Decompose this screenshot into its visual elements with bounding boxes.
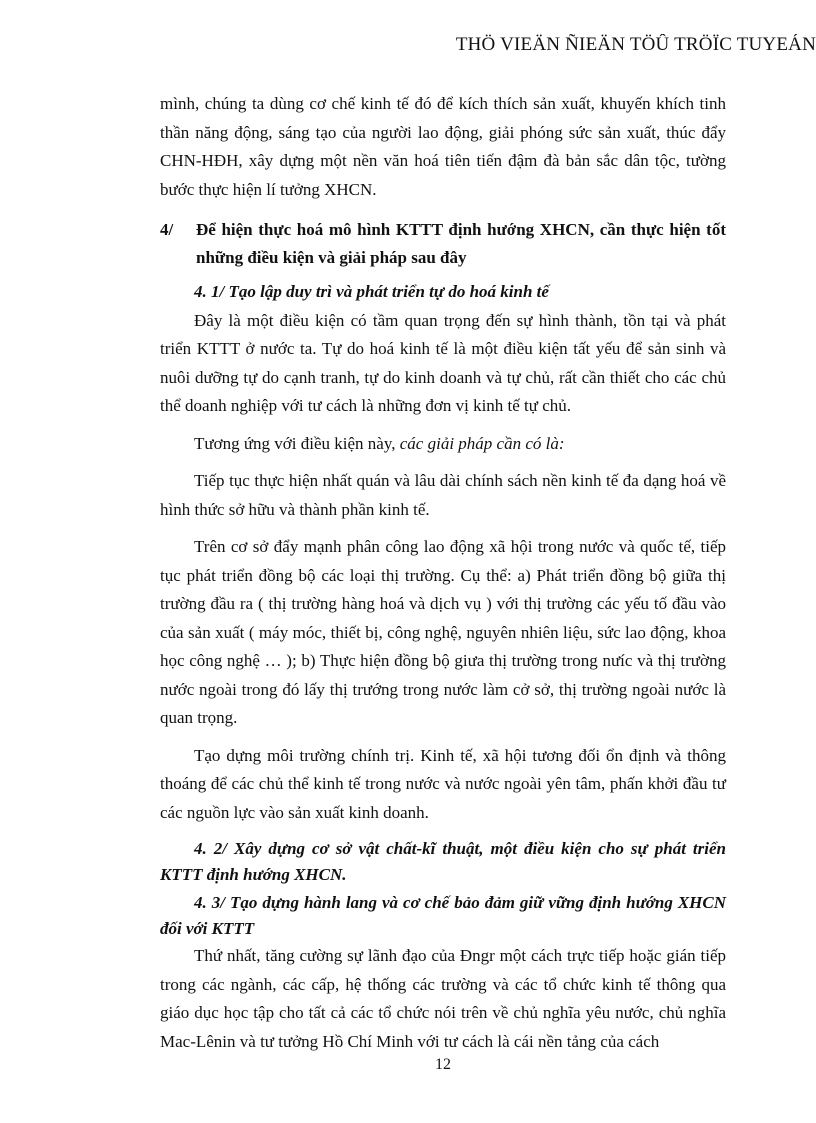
subsection-4-3-heading: 4. 3/ Tạo dựng hành lang và cơ chế bảo đảm giữ vững định hướng XHCN đối với KTTT [160,893,726,938]
paragraph-4: Trên cơ sở đẩy mạnh phân công lao động xã hội trong nước và quốc tế, tiếp tục phát triển đồng bộ các loại thị trường. Cụ thể: a) Phát triển đồng bộ giữa thị trường đầu ra ( thị trường hàng hoá và dịch vụ ) với thị trường các yếu tố đầu vào của sản xuất ( máy móc, thiết bị, công nghệ, nguyên nhiên liệu, sức lao động, khoa học công nghệ … ); b) Thực hiện đồng bộ giưa thị trường trong nưíc và thị trường nước ngoài trong đó lấy thị trướng trong nước làm cở sở, thị trường ngoài nước là quan trọng. [160,537,726,727]
subsection-4-1-heading: 4. 1/ Tạo lập duy trì và phát triển tự do hoá kinh tế [194,282,549,301]
paragraph-6: Thứ nhất, tăng cường sự lãnh đạo của Đngr một cách trực tiếp hoặc gián tiếp trong các ngành, các cấp, hệ thống các trường và các tổ chức kinh tế thông qua giáo dục học tập cho tất cả các tổ chức nói trên về chủ nghĩa yêu nước, chủ nghĩa Mac-Lênin và tư tưởng Hồ Chí Minh với tư cách là cái nền tảng của cách [160,946,726,1051]
section-title: Để hiện thực hoá mô hình KTTT định hướng XHCN, cần thực hiện tốt những điều kiện và giải pháp sau đây [196,220,726,267]
page-header: THÖ VIEÄN ÑIEÄN TÖÛ TRÖÏC TUYEÁN [455,34,816,55]
page-number: 12 [435,1056,451,1073]
paragraph-3: Tiếp tục thực hiện nhất quán và lâu dài chính sách nền kinh tế đa dạng hoá về hình thức sở hữu và thành phần kinh tế. [160,471,726,519]
subsection-4-2-heading: 4. 2/ Xây dựng cơ sở vật chất-kĩ thuật, một điều kiện cho sự phát triển KTTT định hướng XHCN. [160,839,726,884]
section-4-heading [160,216,726,272]
paragraph-1: Đây là một điều kiện có tầm quan trọng đến sự hình thành, tồn tại và phát triển KTTT ở nước ta. Tự do hoá kinh tế là một điều kiện tất yếu để sản sinh và nuôi dưỡng tự do cạnh tranh, tự do kinh doanh và tự chủ, rất cần thiết cho các chủ thể doanh nghiệp với tư cách là những đơn vị kinh tế tự chủ. [160,310,726,415]
document-body [160,90,726,1065]
paragraph-2-italic: các giải pháp cần có là: [399,433,565,453]
paragraph-2 [160,430,726,459]
paragraph-5: Tạo dựng môi trường chính trị. Kinh tế, xã hội tương đối ổn định và thông thoáng để các chủ thể kinh tế trong nước và nước ngoài yên tâm, phấn khởi đầu tư các nguồn lực vào sản xuất kinh doanh. [160,745,726,822]
section-number: 4/ [160,220,174,239]
paragraph-2-lead: Tương ứng với điều kiện này, [194,433,400,453]
intro-paragraph: mình, chúng ta dùng cơ chế kinh tế đó để kích thích sản xuất, khuyến khích tinh thần năng động, sáng tạo của người lao động, giải phóng sức sản xuất, thúc đẩy CHN-HĐH, xây dựng một nền văn hoá tiên tiến đậm đà bản sắc dân tộc, tường bước thực hiện lí tưởng XHCN. [160,94,726,199]
